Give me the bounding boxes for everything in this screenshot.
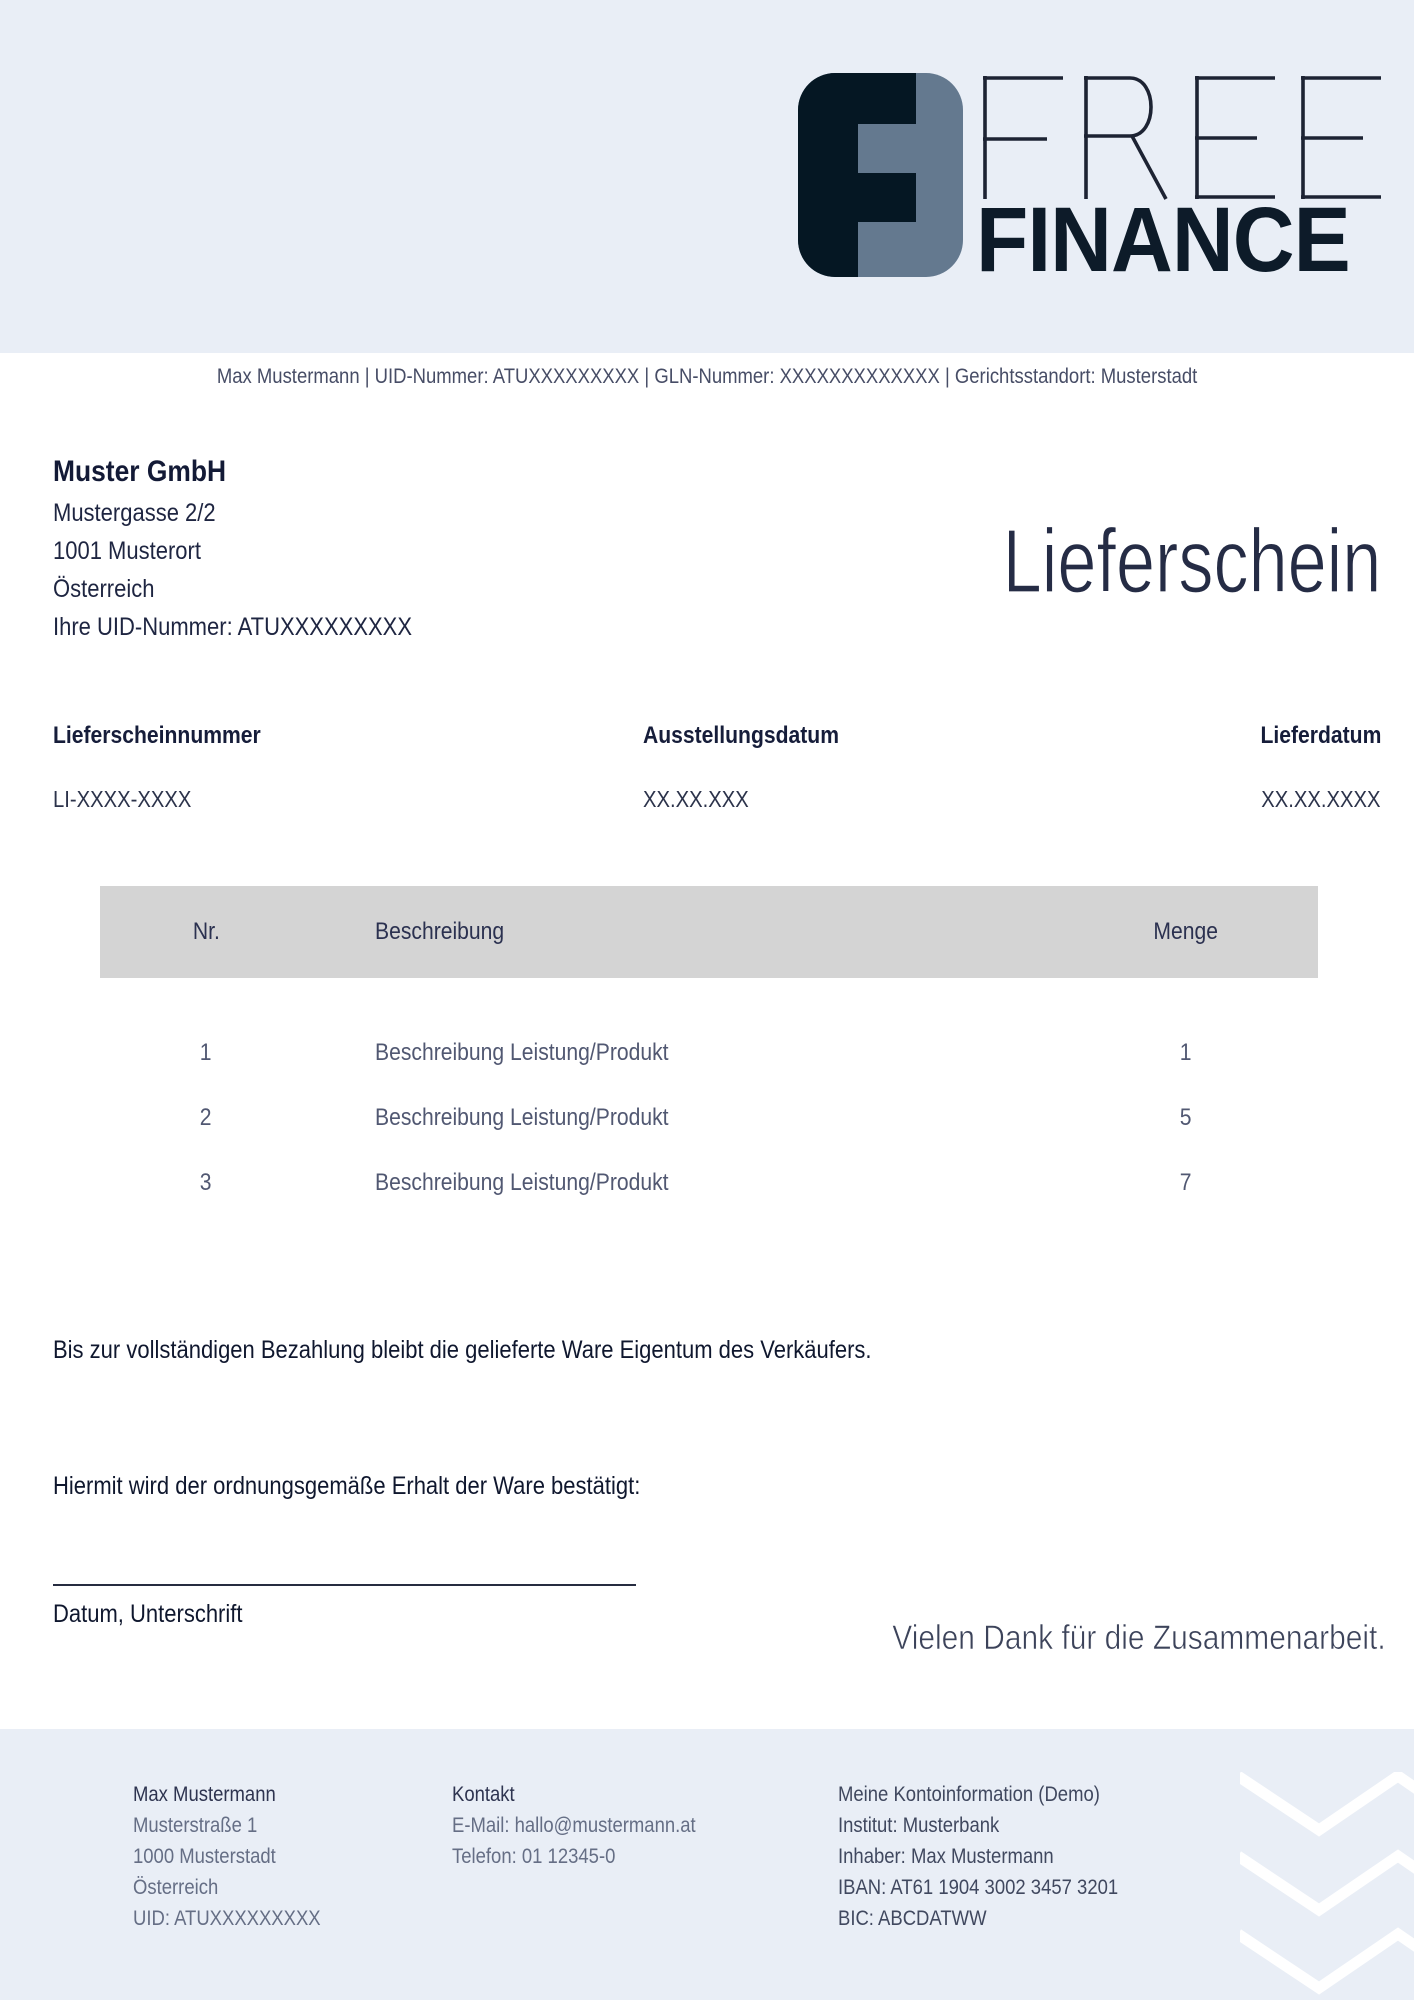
recipient-address-block [53, 450, 461, 646]
signature-line [53, 1584, 636, 1586]
row-description: Beschreibung Leistung/Produkt [375, 1103, 669, 1131]
footer-chevron-decoration-icon [1240, 1772, 1414, 2000]
document-meta [53, 722, 1381, 832]
delivery-note-number-label: Lieferscheinnummer [53, 722, 261, 749]
thank-you-text: Vielen Dank für die Zusammenarbeit. [892, 1619, 1386, 1657]
retention-clause: Bis zur vollständigen Bezahlung bleibt die gelieferte Ware Eigentum des Verkäufers. [53, 1336, 872, 1364]
footer-bank-holder: Inhaber: Max Mustermann [838, 1845, 1054, 1868]
row-quantity: 5 [1180, 1103, 1192, 1131]
document-title: Lieferschein [1002, 512, 1381, 612]
footer-bank-column [838, 1779, 1156, 1934]
table-row [100, 1150, 1318, 1215]
recipient-uid: Ihre UID-Nummer: ATUXXXXXXXXX [53, 613, 413, 641]
recipient-country: Österreich [53, 575, 155, 603]
row-quantity: 1 [1180, 1038, 1192, 1066]
issue-date-label: Ausstellungsdatum [643, 722, 839, 749]
receipt-confirmation-text: Hiermit wird der ordnungsgemäße Erhalt der Ware bestätigt: [53, 1472, 641, 1500]
items-table-header [100, 886, 1318, 978]
footer-contact-phone: Telefon: 01 12345-0 [452, 1845, 616, 1868]
row-quantity: 7 [1180, 1168, 1192, 1196]
delivery-date-label: Lieferdatum [1260, 722, 1381, 749]
row-nr: 1 [200, 1038, 212, 1066]
company-info-line [0, 365, 1414, 389]
row-description: Beschreibung Leistung/Produkt [375, 1038, 669, 1066]
freefinance-logo-icon [798, 73, 963, 277]
delivery-date-value: XX.XX.XXXX [1261, 786, 1381, 812]
recipient-city: 1001 Musterort [53, 537, 201, 565]
footer-owner-name: Max Mustermann [133, 1783, 276, 1806]
footer-contact-email: E-Mail: hallo@mustermann.at [452, 1814, 696, 1837]
row-description: Beschreibung Leistung/Produkt [375, 1168, 669, 1196]
column-header-description: Beschreibung [375, 918, 505, 945]
table-row [100, 1020, 1318, 1085]
brand-finance-wordmark: FINANCE [976, 189, 1350, 291]
column-header-nr: Nr. [192, 918, 220, 945]
column-header-quantity: Menge [1153, 918, 1219, 945]
table-row [100, 1085, 1318, 1150]
footer-owner-uid: UID: ATUXXXXXXXXX [133, 1907, 321, 1930]
footer-contact-column [452, 1779, 729, 1872]
footer-bank-iban: IBAN: AT61 1904 3002 3457 3201 [838, 1876, 1119, 1899]
footer-owner-country: Österreich [133, 1876, 219, 1899]
footer-contact-title: Kontakt [452, 1783, 515, 1806]
footer-bank-title: Meine Kontoinformation (Demo) [838, 1783, 1100, 1806]
footer-bank-institute: Institut: Musterbank [838, 1814, 1000, 1837]
issue-date-value: XX.XX.XXX [643, 786, 749, 812]
footer-bank-bic: BIC: ABCDATWW [838, 1907, 987, 1930]
company-info-text: Max Mustermann | UID-Nummer: ATUXXXXXXXXX | GLN-Nummer: XXXXXXXXXXXXX | Gerichtsstandort: Musterstadt [216, 365, 1198, 388]
delivery-note-number-value: LI-XXXX-XXXX [53, 786, 192, 812]
signature-label: Datum, Unterschrift [53, 1600, 243, 1628]
recipient-name: Muster GmbH [53, 455, 227, 488]
footer-owner-street: Musterstraße 1 [133, 1814, 258, 1837]
recipient-street: Mustergasse 2/2 [53, 499, 216, 527]
row-nr: 3 [200, 1168, 212, 1196]
brand-free-wordmark [983, 76, 1383, 201]
footer-owner-column [133, 1779, 346, 1934]
row-nr: 2 [200, 1103, 212, 1131]
footer-owner-city: 1000 Musterstadt [133, 1845, 276, 1868]
